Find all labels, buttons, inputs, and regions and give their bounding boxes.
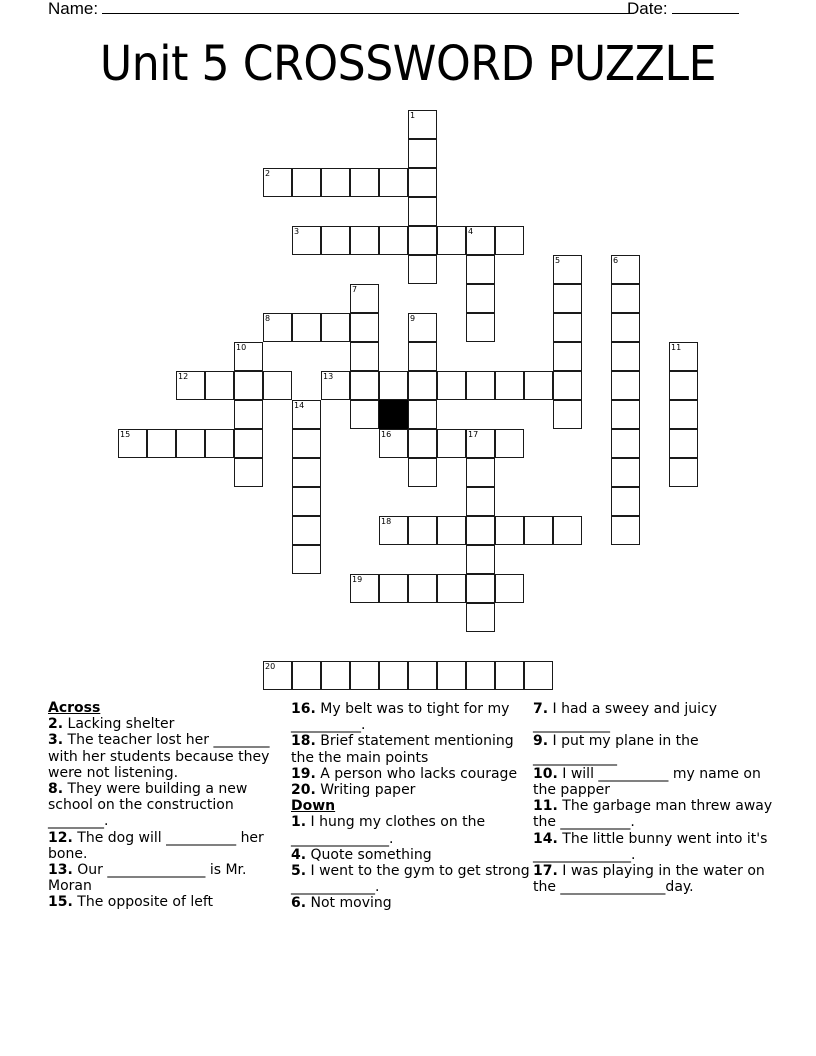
grid-cell[interactable] xyxy=(263,661,292,690)
grid-cell[interactable] xyxy=(466,516,495,545)
grid-cell[interactable] xyxy=(466,284,495,313)
clue-number: 13 xyxy=(323,372,334,381)
grid-cell[interactable] xyxy=(292,168,321,197)
grid-cell[interactable] xyxy=(205,371,234,400)
grid-cell[interactable] xyxy=(669,400,698,429)
date-label: Date: xyxy=(627,0,668,18)
grid-cell[interactable] xyxy=(408,168,437,197)
grid-cell[interactable] xyxy=(234,429,263,458)
clue-down-14: 14. The little bunny went into it's ______________. xyxy=(533,830,768,863)
name-label: Name: xyxy=(48,0,99,18)
grid-cell[interactable] xyxy=(611,458,640,487)
grid-cell[interactable] xyxy=(176,371,205,400)
down-heading: Down xyxy=(291,798,336,815)
clue-across-8: 8. They were building a new school on the construction ________. xyxy=(48,781,248,830)
grid-cell[interactable] xyxy=(205,429,234,458)
clues-column-middle xyxy=(291,701,531,912)
grid-cell[interactable] xyxy=(611,255,640,284)
grid-cell[interactable] xyxy=(495,661,524,690)
grid-cell[interactable] xyxy=(292,487,321,516)
grid-cell[interactable] xyxy=(379,371,408,400)
grid-cell[interactable] xyxy=(292,545,321,574)
grid-cell[interactable] xyxy=(611,487,640,516)
clue-across-12: 12. The dog will __________ her bone. xyxy=(48,829,264,862)
grid-cell[interactable] xyxy=(466,458,495,487)
grid-cell[interactable] xyxy=(379,429,408,458)
grid-cell[interactable] xyxy=(292,226,321,255)
grid-cell[interactable] xyxy=(292,516,321,545)
clue-number: 9 xyxy=(410,314,416,323)
grid-cell[interactable] xyxy=(350,284,379,313)
grid-cell[interactable] xyxy=(524,371,553,400)
grid-cell[interactable] xyxy=(350,400,379,429)
grid-cell[interactable] xyxy=(408,313,437,342)
grid-cell[interactable] xyxy=(553,516,582,545)
grid-cell[interactable] xyxy=(611,516,640,545)
grid-cell[interactable] xyxy=(263,371,292,400)
clue-across-16: 16. My belt was to tight for my __________. xyxy=(291,701,510,734)
grid-cell[interactable] xyxy=(553,371,582,400)
grid-cell[interactable] xyxy=(379,516,408,545)
grid-cell[interactable] xyxy=(408,342,437,371)
clue-across-19: 19. A person who lacks courage xyxy=(291,765,518,782)
grid-cell[interactable] xyxy=(669,371,698,400)
grid-cell[interactable] xyxy=(408,516,437,545)
grid-cell[interactable] xyxy=(408,197,437,226)
grid-cell[interactable] xyxy=(524,516,553,545)
grid-cell[interactable] xyxy=(321,371,350,400)
grid-cell[interactable] xyxy=(292,313,321,342)
grid-cell[interactable] xyxy=(669,458,698,487)
grid-cell[interactable] xyxy=(553,284,582,313)
clue-number: 1 xyxy=(410,111,416,120)
clue-number: 18 xyxy=(381,517,392,526)
clue-down-5: 5. I went to the gym to get strong ____________. xyxy=(291,863,530,896)
grid-cell[interactable] xyxy=(350,661,379,690)
grid-cell[interactable] xyxy=(437,371,466,400)
clue-number: 5 xyxy=(555,256,561,265)
grid-cell[interactable] xyxy=(495,429,524,458)
clue-down-17: 17. I was playing in the water on the _______________day. xyxy=(533,863,765,896)
clue-across-15: 15. The opposite of left xyxy=(48,894,214,911)
grid-cell[interactable] xyxy=(437,516,466,545)
clue-down-6: 6. Not moving xyxy=(291,895,392,912)
grid-cell[interactable] xyxy=(466,545,495,574)
clue-down-9: 9. I put my plane in the ____________ xyxy=(533,733,699,766)
grid-cell[interactable] xyxy=(611,284,640,313)
grid-cell[interactable] xyxy=(669,342,698,371)
grid-cell[interactable] xyxy=(466,661,495,690)
grid-cell[interactable] xyxy=(408,429,437,458)
grid-cell[interactable] xyxy=(350,574,379,603)
grid-cell[interactable] xyxy=(408,110,437,139)
clue-number: 3 xyxy=(294,227,300,236)
clue-across-2: 2. Lacking shelter xyxy=(48,716,175,733)
grid-cell[interactable] xyxy=(466,371,495,400)
grid-cell[interactable] xyxy=(379,226,408,255)
clue-down-10: 10. I will __________ my name on the papper xyxy=(533,765,761,799)
clue-number: 2 xyxy=(265,169,271,178)
grid-cell[interactable] xyxy=(669,429,698,458)
grid-cell[interactable] xyxy=(553,313,582,342)
grid-cell[interactable] xyxy=(408,139,437,168)
grid-cell[interactable] xyxy=(321,168,350,197)
grid-cell[interactable] xyxy=(147,429,176,458)
clue-number: 15 xyxy=(120,430,131,439)
grid-cell[interactable] xyxy=(292,458,321,487)
grid-cell[interactable] xyxy=(611,429,640,458)
clue-across-13: 13. Our ______________ is Mr. Moran xyxy=(48,862,247,895)
grid-cell[interactable] xyxy=(408,371,437,400)
clues-column-left xyxy=(48,700,288,911)
grid-cell[interactable] xyxy=(611,371,640,400)
clue-down-1: 1. I hung my clothes on the ______________. xyxy=(291,814,486,847)
grid-cell[interactable] xyxy=(321,226,350,255)
grid-cell[interactable] xyxy=(466,574,495,603)
clue-number: 10 xyxy=(236,343,247,352)
clue-across-18: 18. Brief statement mentioning the the main points xyxy=(291,733,514,766)
grid-cell[interactable] xyxy=(408,255,437,284)
black-cell xyxy=(379,400,408,429)
grid-cell[interactable] xyxy=(611,313,640,342)
clue-number: 12 xyxy=(178,372,189,381)
grid-cell[interactable] xyxy=(466,255,495,284)
grid-cell[interactable] xyxy=(176,429,205,458)
grid-cell[interactable] xyxy=(350,342,379,371)
clue-across-20: 20. Writing paper xyxy=(291,782,416,799)
clue-number: 7 xyxy=(352,285,358,294)
grid-cell[interactable] xyxy=(466,487,495,516)
clue-number: 20 xyxy=(265,662,276,671)
clue-number: 8 xyxy=(265,314,271,323)
grid-cell[interactable] xyxy=(524,661,553,690)
clue-number: 11 xyxy=(671,343,682,352)
grid-cell[interactable] xyxy=(466,603,495,632)
grid-cell[interactable] xyxy=(292,429,321,458)
grid-cell[interactable] xyxy=(437,429,466,458)
grid-cell[interactable] xyxy=(466,429,495,458)
grid-cell[interactable] xyxy=(379,574,408,603)
grid-cell[interactable] xyxy=(495,516,524,545)
clue-down-11: 11. The garbage man threw away the __________. xyxy=(533,798,773,831)
clue-number: 17 xyxy=(468,430,479,439)
grid-cell[interactable] xyxy=(350,371,379,400)
grid-cell[interactable] xyxy=(611,342,640,371)
grid-cell[interactable] xyxy=(466,313,495,342)
clue-number: 19 xyxy=(352,575,363,584)
grid-cell[interactable] xyxy=(495,574,524,603)
grid-cell[interactable] xyxy=(495,371,524,400)
page-title: Unit 5 CROSSWORD PUZZLE xyxy=(99,36,717,92)
clue-number: 14 xyxy=(294,401,305,410)
grid-cell[interactable] xyxy=(495,226,524,255)
clue-number: 16 xyxy=(381,430,392,439)
grid-cell[interactable] xyxy=(437,661,466,690)
grid-cell[interactable] xyxy=(118,429,147,458)
grid-cell[interactable] xyxy=(379,661,408,690)
grid-cell[interactable] xyxy=(263,168,292,197)
clue-across-3: 3. The teacher lost her ________ with her students because they were not listening. xyxy=(48,732,270,781)
grid-cell[interactable] xyxy=(408,458,437,487)
across-heading: Across xyxy=(48,700,101,716)
grid-cell[interactable] xyxy=(321,661,350,690)
grid-cell[interactable] xyxy=(350,168,379,197)
grid-cell[interactable] xyxy=(234,342,263,371)
grid-cell[interactable] xyxy=(437,574,466,603)
grid-cell[interactable] xyxy=(437,226,466,255)
clue-down-4: 4. Quote something xyxy=(291,846,432,863)
grid-cell[interactable] xyxy=(321,313,350,342)
grid-cell[interactable] xyxy=(466,226,495,255)
grid-cell[interactable] xyxy=(611,400,640,429)
grid-cell[interactable] xyxy=(553,400,582,429)
grid-cell[interactable] xyxy=(234,371,263,400)
grid-cell[interactable] xyxy=(263,313,292,342)
clues-column-right xyxy=(533,701,773,895)
clue-number: 4 xyxy=(468,227,474,236)
clue-number: 6 xyxy=(613,256,619,265)
grid-cell[interactable] xyxy=(553,255,582,284)
grid-cell[interactable] xyxy=(408,661,437,690)
grid-cell[interactable] xyxy=(350,313,379,342)
clue-down-7: 7. I had a sweey and juicy ___________ xyxy=(533,701,718,734)
grid-cell[interactable] xyxy=(292,400,321,429)
grid-cell[interactable] xyxy=(234,458,263,487)
grid-cell[interactable] xyxy=(292,661,321,690)
grid-cell[interactable] xyxy=(408,400,437,429)
grid-cell[interactable] xyxy=(379,168,408,197)
grid-cell[interactable] xyxy=(408,574,437,603)
grid-cell[interactable] xyxy=(553,342,582,371)
grid-cell[interactable] xyxy=(350,226,379,255)
grid-cell[interactable] xyxy=(408,226,437,255)
grid-cell[interactable] xyxy=(234,400,263,429)
